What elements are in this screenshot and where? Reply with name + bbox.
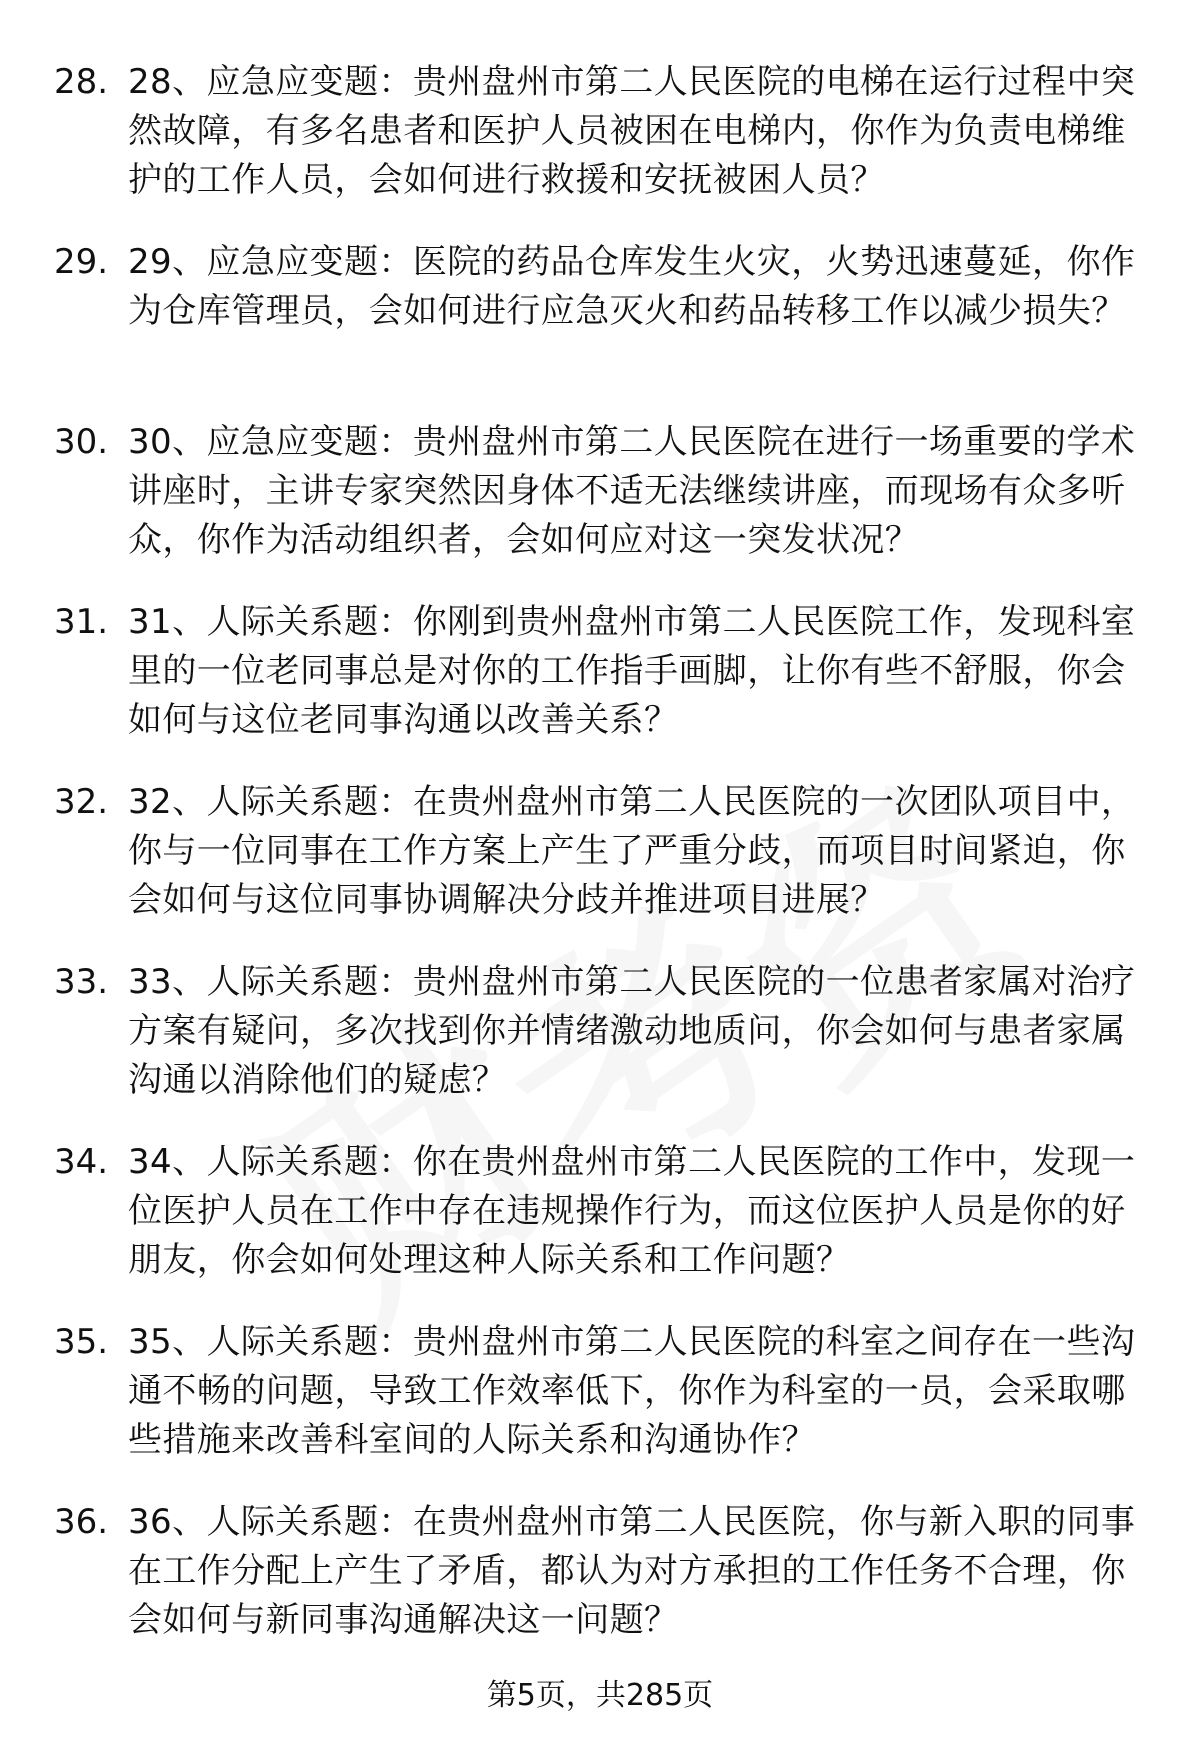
question-text: 30、应急应变题：贵州盘州市第二人民医院在进行一场重要的学术讲座时，主讲专家突然因身体不适无法继续讲座，而现场有众多听众，你作为活动组织者，会如何应对这一突发状况？ [128,422,1136,560]
question-item [0,58,1200,238]
question-item [0,238,1200,418]
question-item [0,1498,1200,1678]
page-number-label: 第5页，共285页 [486,1678,714,1713]
question-number: 35. [54,1322,109,1362]
question-number: 30. [54,422,109,462]
question-text: 32、人际关系题：在贵州盘州市第二人民医院的一次团队项目中，你与一位同事在工作方案上产生了严重分歧，而项目时间紧迫，你会如何与这位同事协调解决分歧并推进项目进展？ [128,782,1136,920]
question-item [0,778,1200,958]
question-number: 31. [54,602,109,642]
question-number: 28. [54,62,109,102]
question-number: 34. [54,1142,109,1182]
question-text: 31、人际关系题：你刚到贵州盘州市第二人民医院工作，发现科室里的一位老同事总是对你的工作指手画脚，让你有些不舒服，你会如何与这位老同事沟通以改善关系？ [128,602,1136,740]
question-number: 33. [54,962,109,1002]
question-item [0,1318,1200,1498]
question-item [0,598,1200,778]
question-item [0,1138,1200,1318]
question-list [0,58,1200,1678]
question-number: 29. [54,242,109,282]
question-text: 28、应急应变题：贵州盘州市第二人民医院的电梯在运行过程中突然故障，有多名患者和医护人员被困在电梯内，你作为负责电梯维护的工作人员，会如何进行救援和安抚被困人员？ [128,62,1136,200]
question-text: 33、人际关系题：贵州盘州市第二人民医院的一位患者家属对治疗方案有疑问，多次找到你并情绪激动地质问，你会如何与患者家属沟通以消除他们的疑虑？ [128,962,1136,1100]
question-item [0,418,1200,598]
question-item [0,958,1200,1138]
page-footer [0,1676,1200,1716]
question-text: 35、人际关系题：贵州盘州市第二人民医院的科室之间存在一些沟通不畅的问题，导致工作效率低下，你作为科室的一员，会采取哪些措施来改善科室间的人际关系和沟通协作？ [128,1322,1136,1460]
question-text: 36、人际关系题：在贵州盘州市第二人民医院，你与新入职的同事在工作分配上产生了矛盾，都认为对方承担的工作任务不合理，你会如何与新同事沟通解决这一问题？ [128,1502,1136,1640]
question-text: 34、人际关系题：你在贵州盘州市第二人民医院的工作中，发现一位医护人员在工作中存在违规操作行为，而这位医护人员是你的好朋友，你会如何处理这种人际关系和工作问题？ [128,1142,1136,1280]
question-number: 32. [54,782,109,822]
question-number: 36. [54,1502,109,1542]
question-text: 29、应急应变题：医院的药品仓库发生火灾，火势迅速蔓延，你作为仓库管理员，会如何进行应急灭火和药品转移工作以减少损失？ [128,242,1136,331]
